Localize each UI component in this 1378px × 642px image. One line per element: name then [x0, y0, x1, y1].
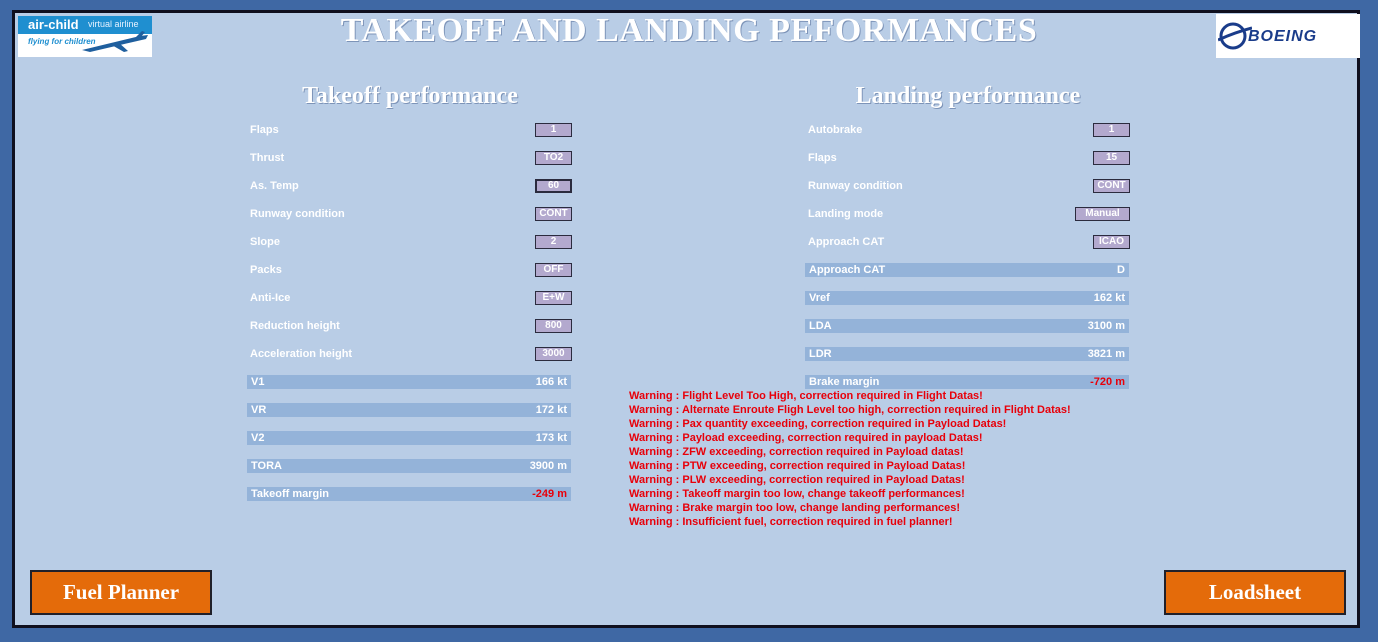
field-label: Flaps: [808, 152, 837, 164]
boeing-wordmark: BOEING: [1248, 28, 1318, 45]
landing-runway-select[interactable]: CONT: [1093, 179, 1130, 193]
field-label: Flaps: [250, 124, 279, 136]
result-value: 166 kt: [535, 376, 567, 388]
landing-approach-row: [808, 235, 1130, 249]
takeoff-reduction-row: [250, 319, 572, 333]
field-label: Anti-Ice: [250, 292, 291, 304]
warning-message: Warning : Alternate Enroute Fligh Level too high, correction required in Flight Datas!: [629, 404, 1071, 416]
result-label: LDA: [809, 320, 832, 332]
landing-runway-row: [808, 179, 1130, 193]
boeing-emblem-icon: [1218, 20, 1252, 52]
airplane-icon: [80, 30, 152, 56]
result-label: LDR: [809, 348, 832, 360]
landing-mode-row: [808, 207, 1130, 221]
warning-message: Warning : Brake margin too low, change landing performances!: [629, 502, 961, 514]
field-label: Approach CAT: [808, 236, 885, 248]
takeoff-temp-row: [250, 179, 572, 193]
takeoff-antiice-select[interactable]: E+W: [535, 291, 572, 305]
landing-flaps-row: [808, 151, 1130, 165]
result-value: 3821 m: [1087, 348, 1125, 360]
landing-vref-result: [805, 291, 1129, 305]
result-value: 162 kt: [1093, 292, 1125, 304]
takeoff-packs-row: [250, 263, 572, 277]
fuel-planner-button[interactable]: Fuel Planner: [30, 570, 212, 615]
landing-lda-result: [805, 319, 1129, 333]
field-label: Thrust: [250, 152, 285, 164]
landing-brake-margin-result: [805, 375, 1129, 389]
logo-tagline: flying for children: [28, 37, 96, 46]
takeoff-v2-result: [247, 431, 571, 445]
landing-approach-select[interactable]: ICAO: [1093, 235, 1130, 249]
takeoff-packs-select[interactable]: OFF: [535, 263, 572, 277]
takeoff-thrust-row: [250, 151, 572, 165]
result-label: TORA: [251, 460, 282, 472]
warning-message: Warning : PLW exceeding, correction required in Payload Datas!: [629, 474, 965, 486]
boeing-logo: [1216, 14, 1360, 58]
result-label: Brake margin: [809, 376, 880, 388]
takeoff-section-title: Takeoff performance: [302, 83, 518, 109]
result-value: 3100 m: [1087, 320, 1125, 332]
landing-flaps-select[interactable]: 15: [1093, 151, 1130, 165]
performance-sheet: [12, 10, 1360, 628]
takeoff-temp-input[interactable]: 60: [535, 179, 572, 193]
field-label: Autobrake: [808, 124, 863, 136]
warning-message: Warning : ZFW exceeding, correction required in Payload datas!: [629, 446, 964, 458]
takeoff-flaps-select[interactable]: 1: [535, 123, 572, 137]
result-value: D: [1117, 264, 1125, 276]
takeoff-runway-select[interactable]: CONT: [535, 207, 572, 221]
field-label: As. Temp: [250, 180, 299, 192]
field-label: Runway condition: [808, 180, 903, 192]
warning-message: Warning : PTW exceeding, correction required in Payload Datas!: [629, 460, 966, 472]
takeoff-runway-row: [250, 207, 572, 221]
field-label: Packs: [250, 264, 282, 276]
warning-message: Warning : Insufficient fuel, correction required in fuel planner!: [629, 516, 953, 528]
result-value: 173 kt: [535, 432, 567, 444]
takeoff-reduction-input[interactable]: 800: [535, 319, 572, 333]
result-label: Approach CAT: [809, 264, 886, 276]
field-label: Acceleration height: [250, 348, 353, 360]
takeoff-flaps-row: [250, 123, 572, 137]
result-value: -720 m: [1090, 376, 1125, 388]
result-label: Vref: [809, 292, 830, 304]
warning-message: Warning : Flight Level Too High, correction required in Flight Datas!: [629, 390, 983, 402]
takeoff-acceleration-input[interactable]: 3000: [535, 347, 572, 361]
takeoff-acceleration-row: [250, 347, 572, 361]
landing-autobrake-select[interactable]: 1: [1093, 123, 1130, 137]
result-value: 172 kt: [535, 404, 567, 416]
result-value: 3900 m: [529, 460, 567, 472]
warning-message: Warning : Takeoff margin too low, change takeoff performances!: [629, 488, 965, 500]
warning-message: Warning : Pax quantity exceeding, correction required in Payload Datas!: [629, 418, 1007, 430]
takeoff-slope-input[interactable]: 2: [535, 235, 572, 249]
warning-message: Warning : Payload exceeding, correction required in payload Datas!: [629, 432, 983, 444]
field-label: Landing mode: [808, 208, 884, 220]
landing-ldr-result: [805, 347, 1129, 361]
result-value: -249 m: [532, 488, 567, 500]
takeoff-thrust-select[interactable]: TO2: [535, 151, 572, 165]
logo-brand: air-child: [28, 17, 79, 32]
result-label: Takeoff margin: [251, 488, 330, 500]
takeoff-v1-result: [247, 375, 571, 389]
landing-autobrake-row: [808, 123, 1130, 137]
landing-mode-select[interactable]: Manual: [1075, 207, 1130, 221]
result-label: VR: [251, 404, 267, 416]
result-label: V2: [251, 432, 265, 444]
takeoff-slope-row: [250, 235, 572, 249]
takeoff-antiice-row: [250, 291, 572, 305]
landing-approach-cat-result: [805, 263, 1129, 277]
logo-subtitle: virtual airline: [88, 19, 139, 29]
field-label: Slope: [250, 236, 280, 248]
landing-section-title: Landing performance: [855, 83, 1081, 109]
takeoff-vr-result: [247, 403, 571, 417]
warning-list: [629, 389, 1071, 529]
result-label: V1: [251, 376, 265, 388]
loadsheet-button[interactable]: Loadsheet: [1164, 570, 1346, 615]
field-label: Reduction height: [250, 320, 340, 332]
page-title: TAKEOFF AND LANDING PEFORMANCES: [340, 12, 1038, 49]
takeoff-tora-result: [247, 459, 571, 473]
field-label: Runway condition: [250, 208, 345, 220]
takeoff-margin-result: [247, 487, 571, 501]
air-child-logo: [18, 16, 152, 57]
